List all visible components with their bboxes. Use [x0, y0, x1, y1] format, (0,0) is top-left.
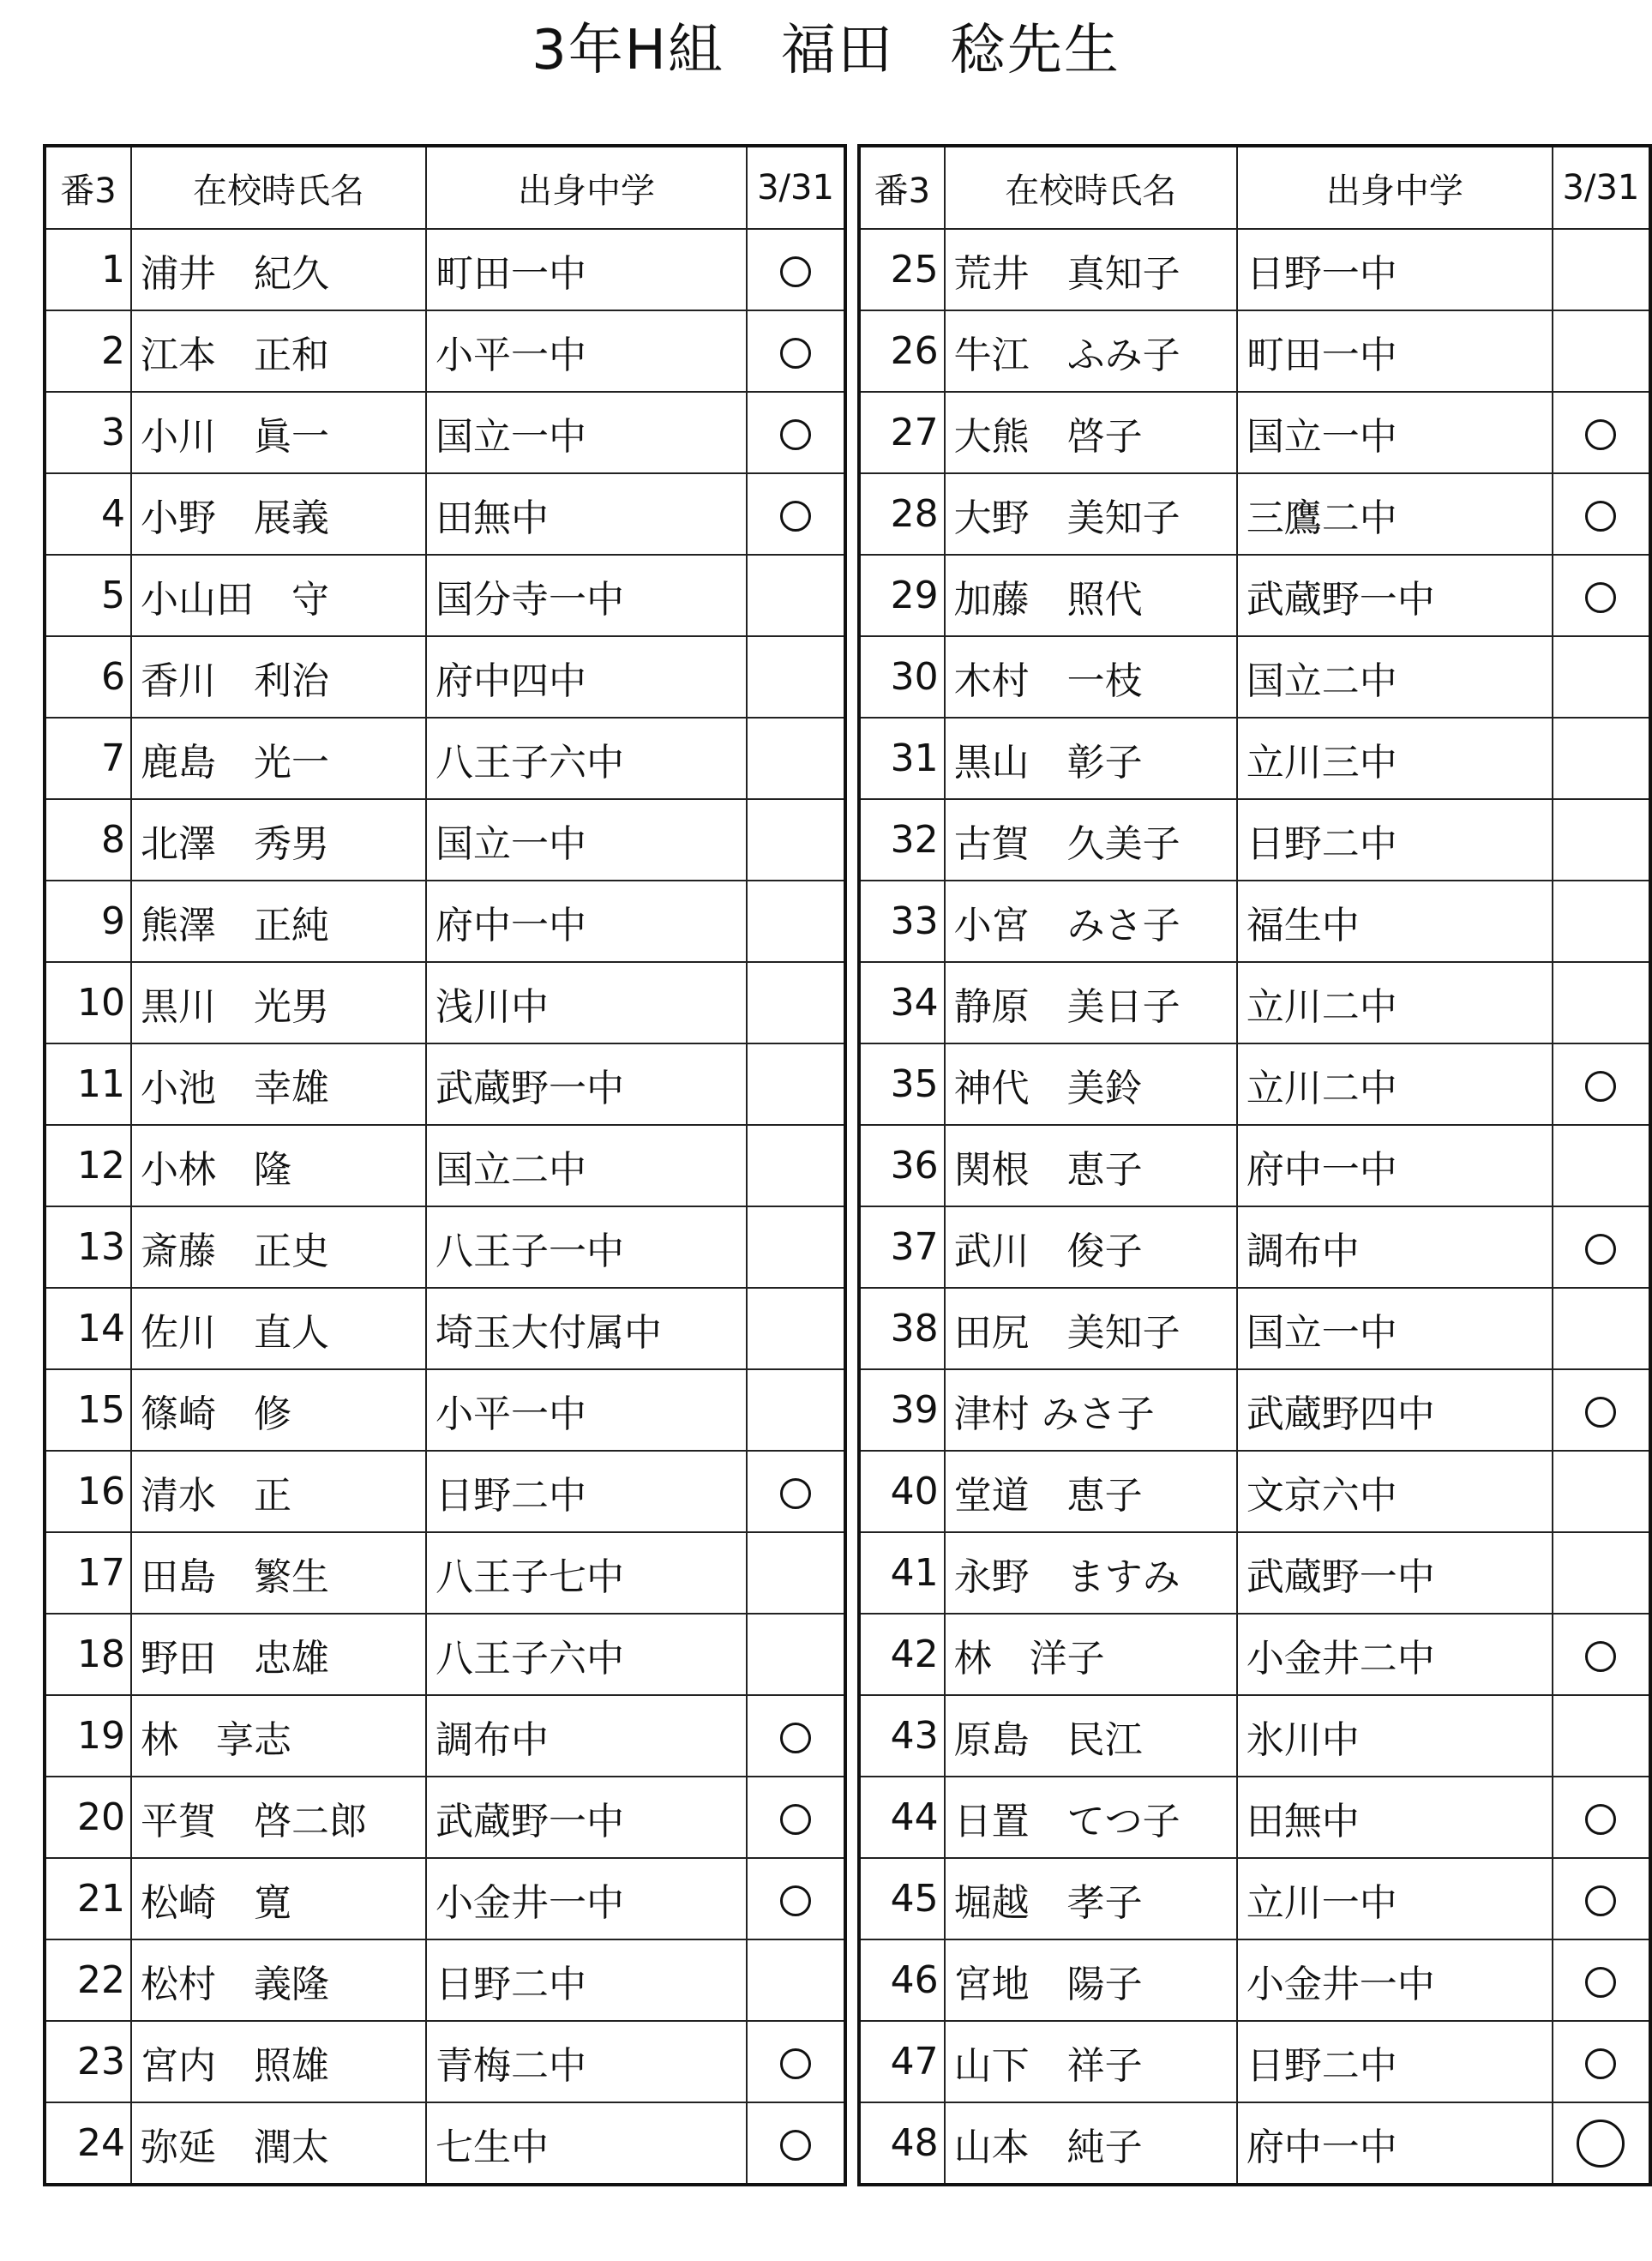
attendance-cell — [1553, 1532, 1650, 1614]
student-name: 小林 隆 — [131, 1125, 426, 1206]
attendance-cell — [747, 1939, 845, 2021]
middle-school: 国立一中 — [1237, 1288, 1553, 1369]
circle-mark-icon — [780, 2130, 811, 2161]
table-row — [45, 1532, 845, 1614]
attendance-cell — [747, 1532, 845, 1614]
student-name: 篠崎 修 — [131, 1369, 426, 1451]
student-number: 20 — [45, 1777, 131, 1858]
middle-school: 立川三中 — [1237, 718, 1553, 799]
circle-mark-icon — [1585, 1641, 1616, 1672]
student-name: 林 享志 — [131, 1695, 426, 1777]
header-date: 3/31 — [747, 146, 845, 229]
middle-school: 調布中 — [1237, 1206, 1553, 1288]
circle-mark-icon — [1585, 1804, 1616, 1835]
header-date: 3/31 — [1553, 146, 1650, 229]
table-row — [859, 1043, 1650, 1125]
student-name: 平賀 啓二郎 — [131, 1777, 426, 1858]
attendance-cell — [747, 1777, 845, 1858]
table-row — [45, 799, 845, 881]
middle-school: 武蔵野一中 — [426, 1777, 747, 1858]
table-row — [45, 1939, 845, 2021]
table-row — [45, 1369, 845, 1451]
student-name: 松崎 寛 — [131, 1858, 426, 1939]
student-number: 43 — [859, 1695, 945, 1777]
table-row — [859, 881, 1650, 962]
table-row — [859, 962, 1650, 1043]
circle-mark-icon — [1585, 1234, 1616, 1265]
student-name: 神代 美鈴 — [945, 1043, 1237, 1125]
table-row — [859, 799, 1650, 881]
table-row — [859, 1532, 1650, 1614]
table-row — [859, 310, 1650, 392]
attendance-cell — [747, 1125, 845, 1206]
student-name: 野田 忠雄 — [131, 1614, 426, 1695]
middle-school: 立川二中 — [1237, 1043, 1553, 1125]
middle-school: 日野二中 — [1237, 799, 1553, 881]
middle-school: 府中一中 — [1237, 2102, 1553, 2185]
student-number: 31 — [859, 718, 945, 799]
attendance-cell — [1553, 555, 1650, 636]
middle-school: 日野二中 — [426, 1451, 747, 1532]
attendance-cell — [747, 799, 845, 881]
student-name: 小野 展義 — [131, 473, 426, 555]
circle-mark-icon — [1585, 419, 1616, 450]
table-row — [45, 881, 845, 962]
student-name: 関根 恵子 — [945, 1125, 1237, 1206]
middle-school: 日野一中 — [1237, 229, 1553, 310]
student-number: 5 — [45, 555, 131, 636]
attendance-cell — [747, 1043, 845, 1125]
header-row — [45, 146, 845, 229]
student-name: 清水 正 — [131, 1451, 426, 1532]
attendance-cell — [1553, 718, 1650, 799]
student-number: 12 — [45, 1125, 131, 1206]
student-number: 26 — [859, 310, 945, 392]
table-row — [859, 1858, 1650, 1939]
middle-school: 武蔵野四中 — [1237, 1369, 1553, 1451]
attendance-cell — [747, 555, 845, 636]
table-row — [859, 1939, 1650, 2021]
middle-school: 八王子六中 — [426, 718, 747, 799]
table-row — [859, 718, 1650, 799]
student-number: 29 — [859, 555, 945, 636]
student-number: 34 — [859, 962, 945, 1043]
student-name: 熊澤 正純 — [131, 881, 426, 962]
attendance-cell — [747, 962, 845, 1043]
student-number: 22 — [45, 1939, 131, 2021]
student-number: 15 — [45, 1369, 131, 1451]
student-name: 小山田 守 — [131, 555, 426, 636]
table-row — [45, 310, 845, 392]
middle-school: 文京六中 — [1237, 1451, 1553, 1532]
attendance-cell — [1553, 1939, 1650, 2021]
middle-school: 田無中 — [426, 473, 747, 555]
attendance-cell — [747, 1858, 845, 1939]
student-name: 松村 義隆 — [131, 1939, 426, 2021]
student-number: 25 — [859, 229, 945, 310]
table-row — [45, 392, 845, 473]
table-row — [45, 229, 845, 310]
middle-school: 氷川中 — [1237, 1695, 1553, 1777]
table-row — [859, 2102, 1650, 2185]
student-number: 37 — [859, 1206, 945, 1288]
circle-mark-icon — [780, 338, 811, 369]
student-number: 45 — [859, 1858, 945, 1939]
attendance-cell — [1553, 1369, 1650, 1451]
table-row — [45, 718, 845, 799]
student-number: 13 — [45, 1206, 131, 1288]
table-row — [859, 1288, 1650, 1369]
student-number: 44 — [859, 1777, 945, 1858]
table-row — [45, 1288, 845, 1369]
attendance-cell — [747, 718, 845, 799]
student-number: 6 — [45, 636, 131, 718]
middle-school: 小金井二中 — [1237, 1614, 1553, 1695]
middle-school: 浅川中 — [426, 962, 747, 1043]
circle-mark-icon — [780, 1885, 811, 1916]
attendance-cell — [1553, 962, 1650, 1043]
header-number: 番3 — [859, 146, 945, 229]
attendance-cell — [747, 1614, 845, 1695]
circle-mark-icon — [1585, 1071, 1616, 1102]
middle-school: 福生中 — [1237, 881, 1553, 962]
student-number: 39 — [859, 1369, 945, 1451]
attendance-cell — [1553, 1695, 1650, 1777]
circle-mark-icon — [780, 1804, 811, 1835]
table-row — [45, 555, 845, 636]
roster-table-right — [857, 144, 1652, 2186]
student-number: 35 — [859, 1043, 945, 1125]
student-name: 黒川 光男 — [131, 962, 426, 1043]
student-name: 加藤 照代 — [945, 555, 1237, 636]
student-name: 堀越 孝子 — [945, 1858, 1237, 1939]
table-row — [45, 1451, 845, 1532]
student-number: 28 — [859, 473, 945, 555]
middle-school: 小金井一中 — [426, 1858, 747, 1939]
attendance-cell — [747, 1695, 845, 1777]
middle-school: 青梅二中 — [426, 2021, 747, 2102]
attendance-cell — [1553, 1777, 1650, 1858]
middle-school: 小平一中 — [426, 1369, 747, 1451]
student-number: 38 — [859, 1288, 945, 1369]
circle-mark-icon — [1585, 2048, 1616, 2079]
table-row — [45, 2102, 845, 2185]
middle-school: 武蔵野一中 — [426, 1043, 747, 1125]
table-row — [859, 1206, 1650, 1288]
attendance-cell — [747, 2021, 845, 2102]
student-name: 荒井 真知子 — [945, 229, 1237, 310]
student-name: 静原 美日子 — [945, 962, 1237, 1043]
student-name: 林 洋子 — [945, 1614, 1237, 1695]
student-number: 24 — [45, 2102, 131, 2185]
student-number: 17 — [45, 1532, 131, 1614]
table-row — [45, 1125, 845, 1206]
circle-mark-icon — [1585, 582, 1616, 613]
table-row — [45, 473, 845, 555]
student-name: 堂道 恵子 — [945, 1451, 1237, 1532]
student-number: 14 — [45, 1288, 131, 1369]
middle-school: 立川二中 — [1237, 962, 1553, 1043]
attendance-cell — [747, 1288, 845, 1369]
circle-mark-icon — [780, 419, 811, 450]
circle-mark-icon — [1585, 1967, 1616, 1998]
attendance-cell — [747, 2102, 845, 2185]
student-number: 16 — [45, 1451, 131, 1532]
student-name: 大野 美知子 — [945, 473, 1237, 555]
student-name: 田島 繁生 — [131, 1532, 426, 1614]
circle-mark-icon — [1577, 2120, 1625, 2168]
table-row — [45, 2021, 845, 2102]
header-number: 番3 — [45, 146, 131, 229]
attendance-cell — [1553, 799, 1650, 881]
middle-school: 国立一中 — [426, 799, 747, 881]
attendance-cell — [1553, 1043, 1650, 1125]
table-row — [45, 636, 845, 718]
middle-school: 国立二中 — [426, 1125, 747, 1206]
student-number: 46 — [859, 1939, 945, 2021]
table-row — [859, 229, 1650, 310]
attendance-cell — [1553, 636, 1650, 718]
student-number: 48 — [859, 2102, 945, 2185]
student-name: 宮内 照雄 — [131, 2021, 426, 2102]
middle-school: 調布中 — [426, 1695, 747, 1777]
student-number: 4 — [45, 473, 131, 555]
middle-school: 田無中 — [1237, 1777, 1553, 1858]
middle-school: 埼玉大付属中 — [426, 1288, 747, 1369]
circle-mark-icon — [1585, 501, 1616, 532]
student-name: 小川 眞一 — [131, 392, 426, 473]
student-number: 3 — [45, 392, 131, 473]
student-name: 斎藤 正史 — [131, 1206, 426, 1288]
middle-school: 国立二中 — [1237, 636, 1553, 718]
table-row — [45, 1206, 845, 1288]
circle-mark-icon — [780, 256, 811, 287]
student-name: 小宮 みさ子 — [945, 881, 1237, 962]
table-row — [859, 2021, 1650, 2102]
table-row — [45, 962, 845, 1043]
student-number: 27 — [859, 392, 945, 473]
attendance-cell — [747, 392, 845, 473]
table-row — [45, 1695, 845, 1777]
student-name: 香川 利治 — [131, 636, 426, 718]
student-name: 永野 ますみ — [945, 1532, 1237, 1614]
student-name: 木村 一枝 — [945, 636, 1237, 718]
header-row — [859, 146, 1650, 229]
attendance-cell — [1553, 392, 1650, 473]
student-number: 33 — [859, 881, 945, 962]
attendance-cell — [747, 229, 845, 310]
circle-mark-icon — [780, 1723, 811, 1753]
header-name: 在校時氏名 — [945, 146, 1237, 229]
header-school: 出身中学 — [1237, 146, 1553, 229]
attendance-cell — [1553, 881, 1650, 962]
table-row — [859, 1614, 1650, 1695]
table-row — [859, 1125, 1650, 1206]
middle-school: 府中一中 — [1237, 1125, 1553, 1206]
middle-school: 立川一中 — [1237, 1858, 1553, 1939]
attendance-cell — [1553, 2102, 1650, 2185]
attendance-cell — [747, 881, 845, 962]
middle-school: 町田一中 — [1237, 310, 1553, 392]
middle-school: 国分寺一中 — [426, 555, 747, 636]
header-school: 出身中学 — [426, 146, 747, 229]
attendance-cell — [1553, 229, 1650, 310]
attendance-cell — [1553, 310, 1650, 392]
student-name: 江本 正和 — [131, 310, 426, 392]
student-number: 36 — [859, 1125, 945, 1206]
attendance-cell — [1553, 1125, 1650, 1206]
student-name: 山本 純子 — [945, 2102, 1237, 2185]
student-number: 30 — [859, 636, 945, 718]
attendance-cell — [1553, 1614, 1650, 1695]
student-name: 佐川 直人 — [131, 1288, 426, 1369]
table-row — [859, 1777, 1650, 1858]
student-number: 1 — [45, 229, 131, 310]
table-row — [45, 1777, 845, 1858]
attendance-cell — [747, 1206, 845, 1288]
attendance-cell — [747, 310, 845, 392]
student-number: 11 — [45, 1043, 131, 1125]
student-name: 武川 俊子 — [945, 1206, 1237, 1288]
student-name: 大熊 啓子 — [945, 392, 1237, 473]
table-row — [859, 636, 1650, 718]
attendance-cell — [1553, 473, 1650, 555]
student-number: 2 — [45, 310, 131, 392]
middle-school: 府中一中 — [426, 881, 747, 962]
table-row — [859, 392, 1650, 473]
middle-school: 国立一中 — [426, 392, 747, 473]
student-number: 23 — [45, 2021, 131, 2102]
student-number: 41 — [859, 1532, 945, 1614]
student-number: 8 — [45, 799, 131, 881]
middle-school: 八王子一中 — [426, 1206, 747, 1288]
student-name: 牛江 ふみ子 — [945, 310, 1237, 392]
middle-school: 三鷹二中 — [1237, 473, 1553, 555]
roster-table-left — [43, 144, 847, 2186]
middle-school: 国立一中 — [1237, 392, 1553, 473]
circle-mark-icon — [1585, 1397, 1616, 1428]
student-name: 弥延 潤太 — [131, 2102, 426, 2185]
table-row — [45, 1858, 845, 1939]
student-number: 9 — [45, 881, 131, 962]
attendance-cell — [1553, 1206, 1650, 1288]
attendance-cell — [1553, 1288, 1650, 1369]
table-row — [859, 555, 1650, 636]
student-name: 北澤 秀男 — [131, 799, 426, 881]
student-number: 19 — [45, 1695, 131, 1777]
roster-body-left — [45, 229, 845, 2185]
student-name: 宮地 陽子 — [945, 1939, 1237, 2021]
student-name: 津村 みさ子 — [945, 1369, 1237, 1451]
student-number: 10 — [45, 962, 131, 1043]
student-number: 21 — [45, 1858, 131, 1939]
student-name: 鹿島 光一 — [131, 718, 426, 799]
student-name: 古賀 久美子 — [945, 799, 1237, 881]
student-number: 40 — [859, 1451, 945, 1532]
roster-body-right — [859, 229, 1650, 2185]
middle-school: 町田一中 — [426, 229, 747, 310]
middle-school: 小平一中 — [426, 310, 747, 392]
middle-school: 八王子七中 — [426, 1532, 747, 1614]
middle-school: 府中四中 — [426, 636, 747, 718]
student-number: 42 — [859, 1614, 945, 1695]
table-row — [859, 1451, 1650, 1532]
table-row — [45, 1614, 845, 1695]
student-name: 黒山 彰子 — [945, 718, 1237, 799]
student-name: 浦井 紀久 — [131, 229, 426, 310]
student-number: 7 — [45, 718, 131, 799]
student-number: 18 — [45, 1614, 131, 1695]
circle-mark-icon — [780, 2048, 811, 2079]
middle-school: 武蔵野一中 — [1237, 555, 1553, 636]
middle-school: 日野二中 — [426, 1939, 747, 2021]
circle-mark-icon — [780, 501, 811, 532]
student-name: 日置 てつ子 — [945, 1777, 1237, 1858]
student-name: 原島 民江 — [945, 1695, 1237, 1777]
table-row — [859, 1695, 1650, 1777]
student-number: 32 — [859, 799, 945, 881]
attendance-cell — [1553, 1858, 1650, 1939]
page-title: 3年H組 福田 稔先生 — [532, 19, 1120, 82]
middle-school: 小金井一中 — [1237, 1939, 1553, 2021]
table-row — [45, 1043, 845, 1125]
student-number: 47 — [859, 2021, 945, 2102]
attendance-cell — [747, 473, 845, 555]
student-name: 小池 幸雄 — [131, 1043, 426, 1125]
middle-school: 七生中 — [426, 2102, 747, 2185]
middle-school: 日野二中 — [1237, 2021, 1553, 2102]
table-row — [859, 473, 1650, 555]
attendance-cell — [1553, 2021, 1650, 2102]
circle-mark-icon — [1585, 1885, 1616, 1916]
middle-school: 武蔵野一中 — [1237, 1532, 1553, 1614]
attendance-cell — [747, 636, 845, 718]
attendance-cell — [1553, 1451, 1650, 1532]
student-name: 山下 祥子 — [945, 2021, 1237, 2102]
attendance-cell — [747, 1451, 845, 1532]
header-name: 在校時氏名 — [131, 146, 426, 229]
circle-mark-icon — [780, 1478, 811, 1509]
attendance-cell — [747, 1369, 845, 1451]
table-row — [859, 1369, 1650, 1451]
middle-school: 八王子六中 — [426, 1614, 747, 1695]
student-name: 田尻 美知子 — [945, 1288, 1237, 1369]
